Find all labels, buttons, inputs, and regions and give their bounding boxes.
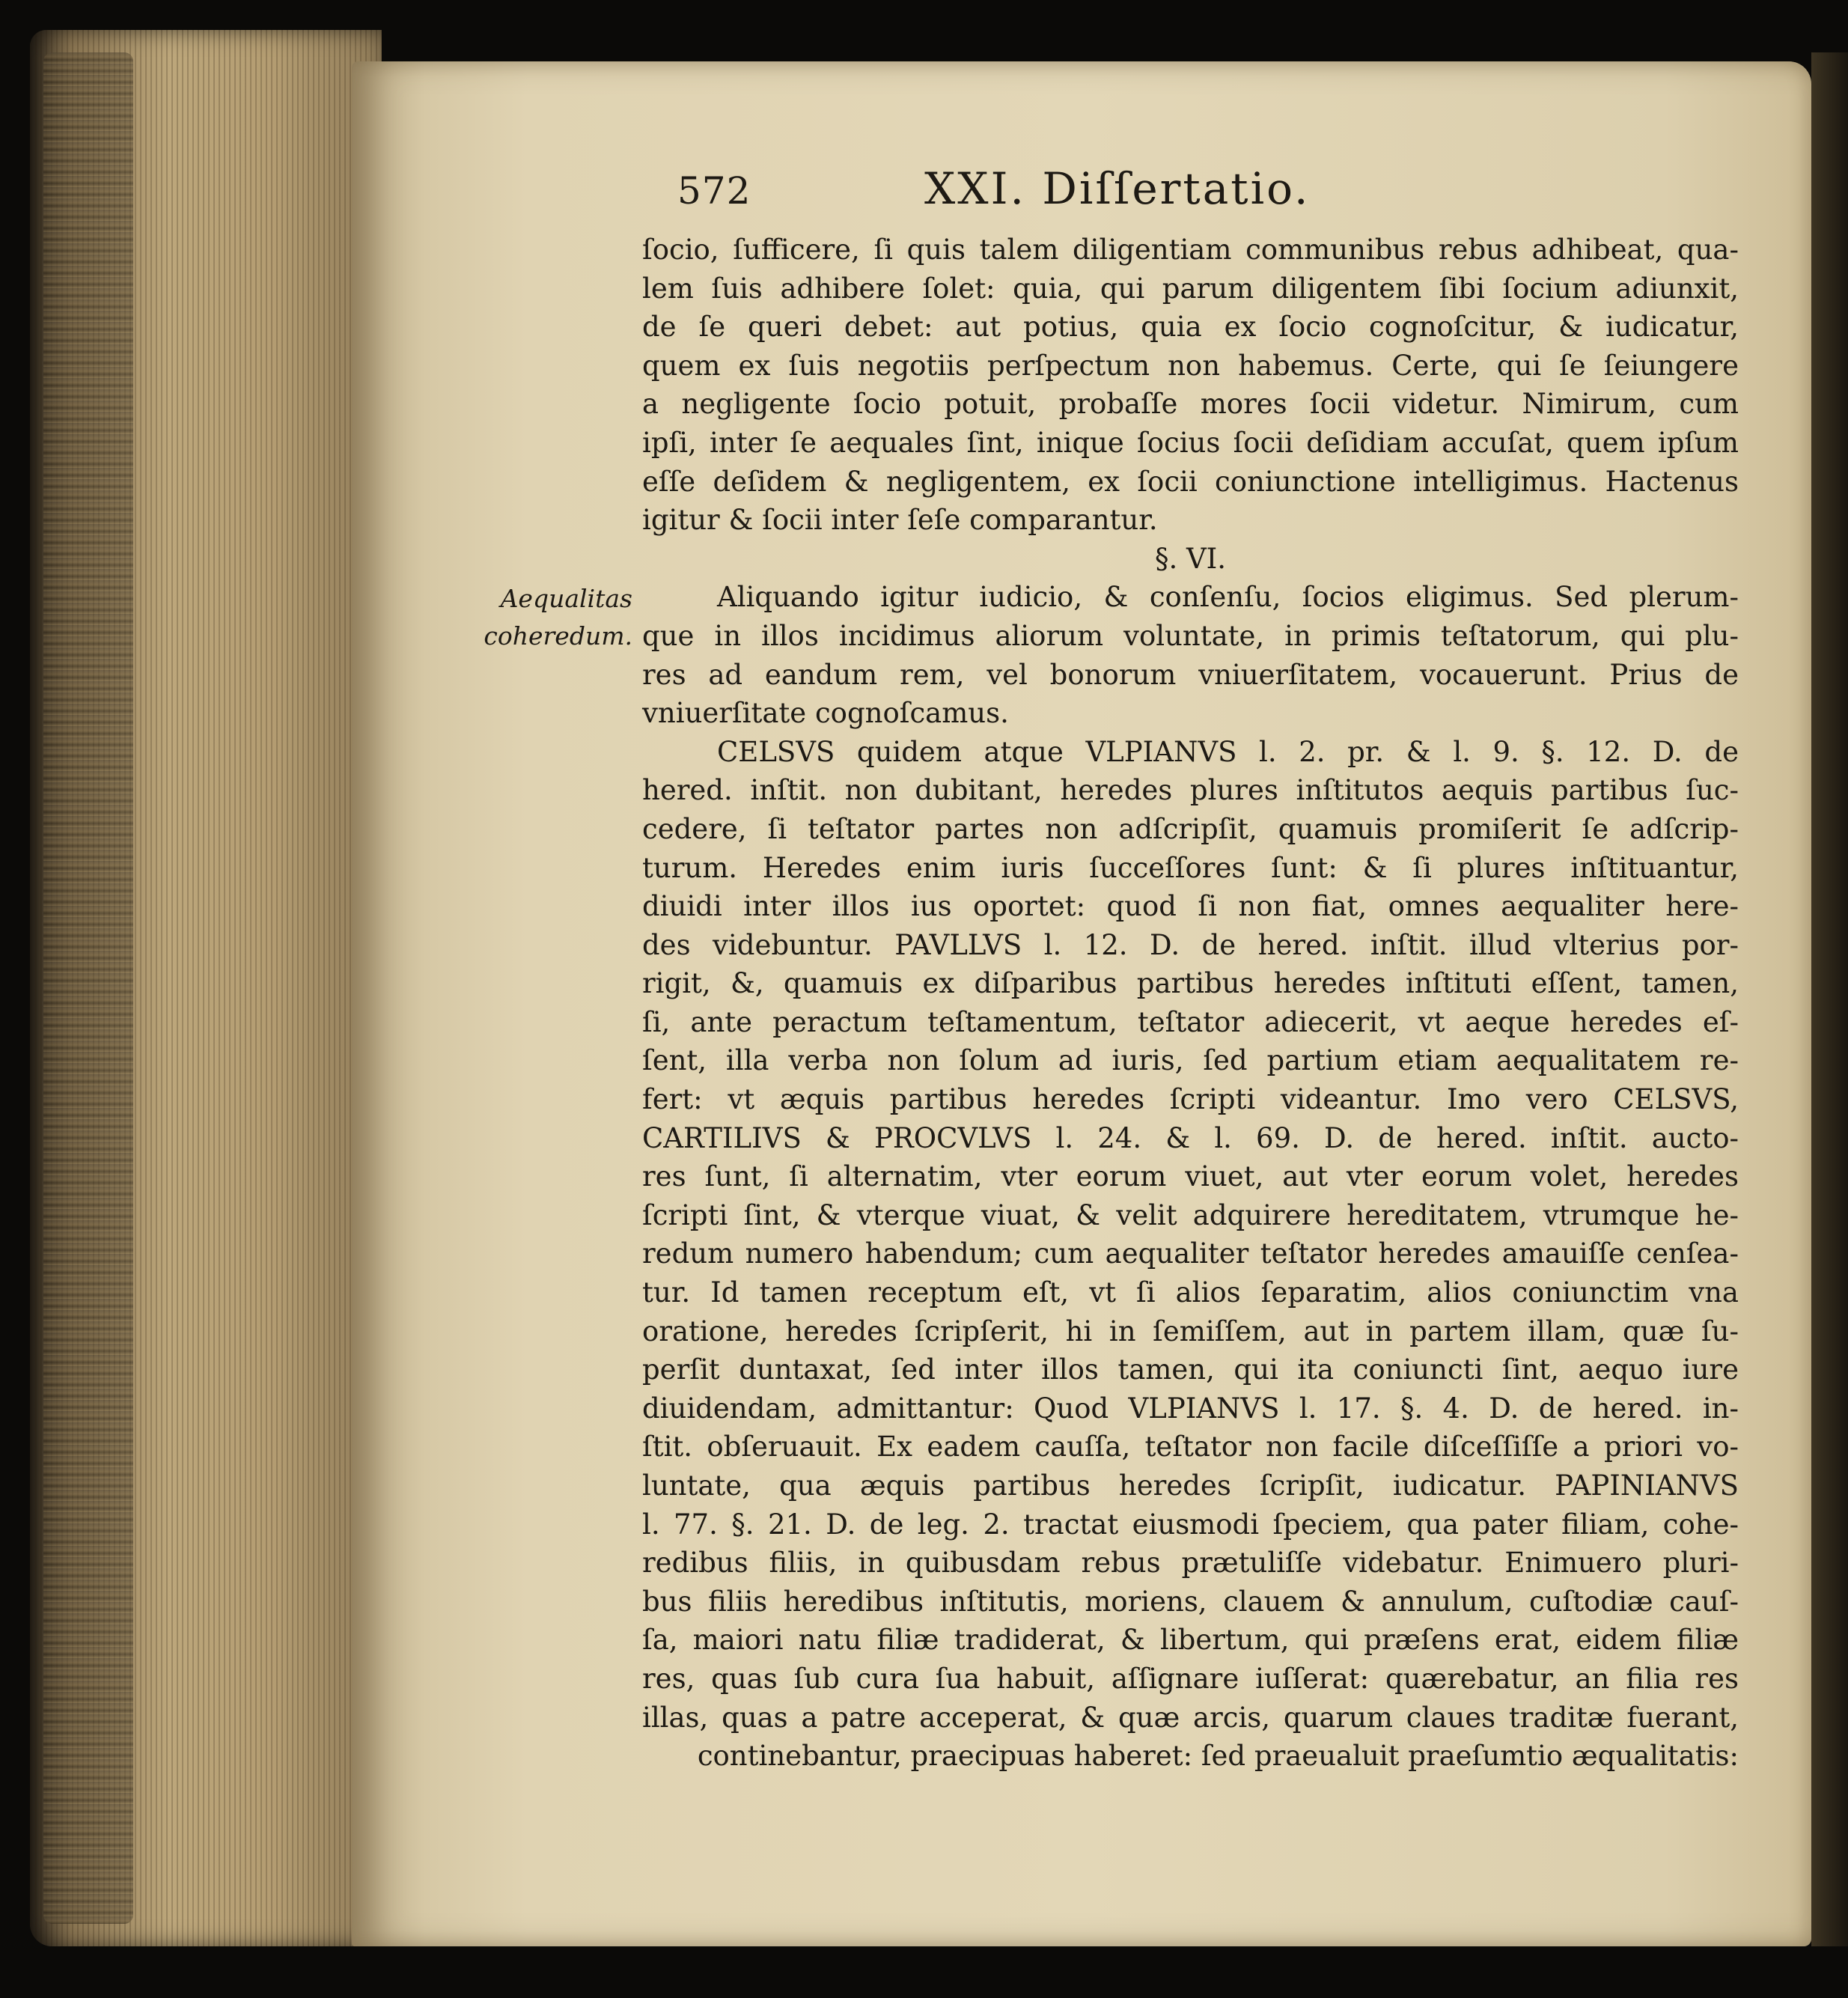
- text-line: redum numero habendum; cum aequaliter teſtator heredes amauiſſe cenſea-: [642, 1237, 1739, 1270]
- text-line: res ſunt, ſi alternatim, vter eorum viuet, aut vter eorum volet, heredes: [642, 1160, 1739, 1193]
- text-line: l. 77. §. 21. D. de leg. 2. tractat eiusmodi ſpeciem, qua pater filiam, cohe-: [642, 1508, 1739, 1541]
- text-line: ſi, ante peractum teſtamentum, teſtator adiecerit, vt aeque heredes eſ-: [642, 1005, 1739, 1038]
- text-line: de ſe queri debet: aut potius, quia ex ſocio cognoſcitur, & iudicatur,: [642, 311, 1739, 344]
- text-line: eſſe deſidem & negligentem, ex ſocii coniunctione intelligimus. Hactenus: [642, 465, 1739, 498]
- text-line: vniuerſitate cognoſcamus.: [642, 697, 1009, 730]
- marginal-note-line: coheredum.: [484, 621, 632, 651]
- text-line: ipſi, inter ſe aequales ſint, inique ſocius ſocii deſidiam accuſat, quem ipſum: [642, 426, 1739, 459]
- text-line: lem ſuis adhibere ſolet: quia, qui parum diligentem ſibi ſocium adiunxit,: [642, 272, 1739, 305]
- text-line: res, quas ſub cura ſua habuit, aſſignare iuſſerat: quærebatur, an filia res: [642, 1662, 1739, 1695]
- text-line: illas, quas a patre acceperat, & quæ arcis, quarum claues traditæ fuerant,: [642, 1701, 1739, 1734]
- text-line: rigit, &, quamuis ex diſparibus partibus heredes inſtituti eſſent, tamen,: [642, 967, 1739, 1000]
- page-number: 572: [677, 169, 751, 213]
- text-line: perſit duntaxat, ſed inter illos tamen, qui ita coniuncti ſint, aequo iure: [642, 1353, 1739, 1386]
- text-line: que in illos incidimus aliorum voluntate, in primis teſtatorum, qui plu-: [642, 619, 1739, 652]
- text-line: hered. inſtit. non dubitant, heredes plures inſtitutos aequis partibus ſuc-: [642, 774, 1739, 807]
- text-line: ſocio, ſufficere, ſi quis talem diligentiam communibus rebus adhibeat, qua-: [642, 234, 1739, 266]
- text-line: Aliquando igitur iudicio, & conſenſu, ſocios eligimus. Sed plerum-: [717, 581, 1739, 614]
- text-line: igitur & ſocii inter ſeſe comparantur.: [642, 504, 1158, 537]
- text-line: ſent, illa verba non ſolum ad iuris, ſed partium etiam aequalitatem re-: [642, 1044, 1739, 1077]
- text-line: res ad eandum rem, vel bonorum vniuerſitatem, vocauerunt. Prius de: [642, 658, 1739, 691]
- text-line: cedere, ſi teſtator partes non adſcripſit, quamuis promiſerit ſe adſcrip-: [642, 812, 1739, 845]
- text-line: fert: vt æquis partibus heredes ſcripti videantur. Imo vero CELSVS,: [642, 1083, 1739, 1116]
- marginal-note: [460, 580, 632, 655]
- text-line: redibus filiis, in quibusdam rebus prætuliſſe videbatur. Enimuero pluri-: [642, 1547, 1739, 1580]
- text-line: ſa, maiori natu filiæ tradiderat, & libertum, qui præſens erat, eidem filiæ: [642, 1624, 1739, 1657]
- book-page-edges: [30, 30, 382, 1946]
- text-line: bus filiis heredibus inſtitutis, moriens, clauem & annulum, cuſtodiæ cauſ-: [642, 1585, 1739, 1618]
- running-title: XXI. Diſſertatio.: [924, 163, 1311, 214]
- body-text: [642, 231, 1739, 1776]
- text-line: des videbuntur. PAVLLVS l. 12. D. de hered. inſtit. illud vlterius por-: [642, 928, 1739, 961]
- marginal-note-line: Aequalitas: [500, 584, 632, 613]
- page-header: [677, 163, 1740, 216]
- text-line: tur. Id tamen receptum eſt, vt ſi alios ſeparatim, alios coniunctim vna: [642, 1276, 1739, 1309]
- catchword: continebantur, praecipuas haberet: ſed praeualuit praeſumtio æqualitatis:: [697, 1740, 1739, 1773]
- text-line: a negligente ſocio potuit, probaſſe mores ſocii videtur. Nimirum, cum: [642, 388, 1739, 421]
- text-line: ſtit. obſeruauit. Ex eadem cauſſa, teſtator non facile diſceſſiſſe a priori vo-: [642, 1431, 1739, 1464]
- section-heading: §. VI.: [1154, 542, 1227, 575]
- text-line: quem ex ſuis negotiis perſpectum non habemus. Certe, qui ſe ſeiungere: [642, 349, 1739, 382]
- text-line: oratione, heredes ſcripſerit, hi in ſemiſſem, aut in partem illam, quæ ſu-: [642, 1315, 1739, 1347]
- speckled-edge: [43, 52, 133, 1924]
- text-line: CARTILIVS & PROCVLVS l. 24. & l. 69. D. de hered. inſtit. aucto-: [642, 1121, 1739, 1154]
- text-line: diuidendam, admittantur: Quod VLPIANVS l. 17. §. 4. D. de hered. in-: [642, 1392, 1739, 1425]
- text-line: CELSVS quidem atque VLPIANVS l. 2. pr. & l. 9. §. 12. D. de: [717, 735, 1739, 768]
- text-line: luntate, qua æquis partibus heredes ſcripſit, iudicatur. PAPINIANVS: [642, 1469, 1739, 1502]
- text-line: ſcripti ſint, & vterque viuat, & velit adquirere hereditatem, vtrumque he-: [642, 1199, 1739, 1231]
- facing-page-edge: [1811, 52, 1848, 1946]
- text-line: diuidi inter illos ius oportet: quod ſi non fiat, omnes aequaliter here-: [642, 890, 1739, 923]
- text-line: turum. Heredes enim iuris ſucceſſores ſunt: & ſi plures inſtituantur,: [642, 851, 1739, 884]
